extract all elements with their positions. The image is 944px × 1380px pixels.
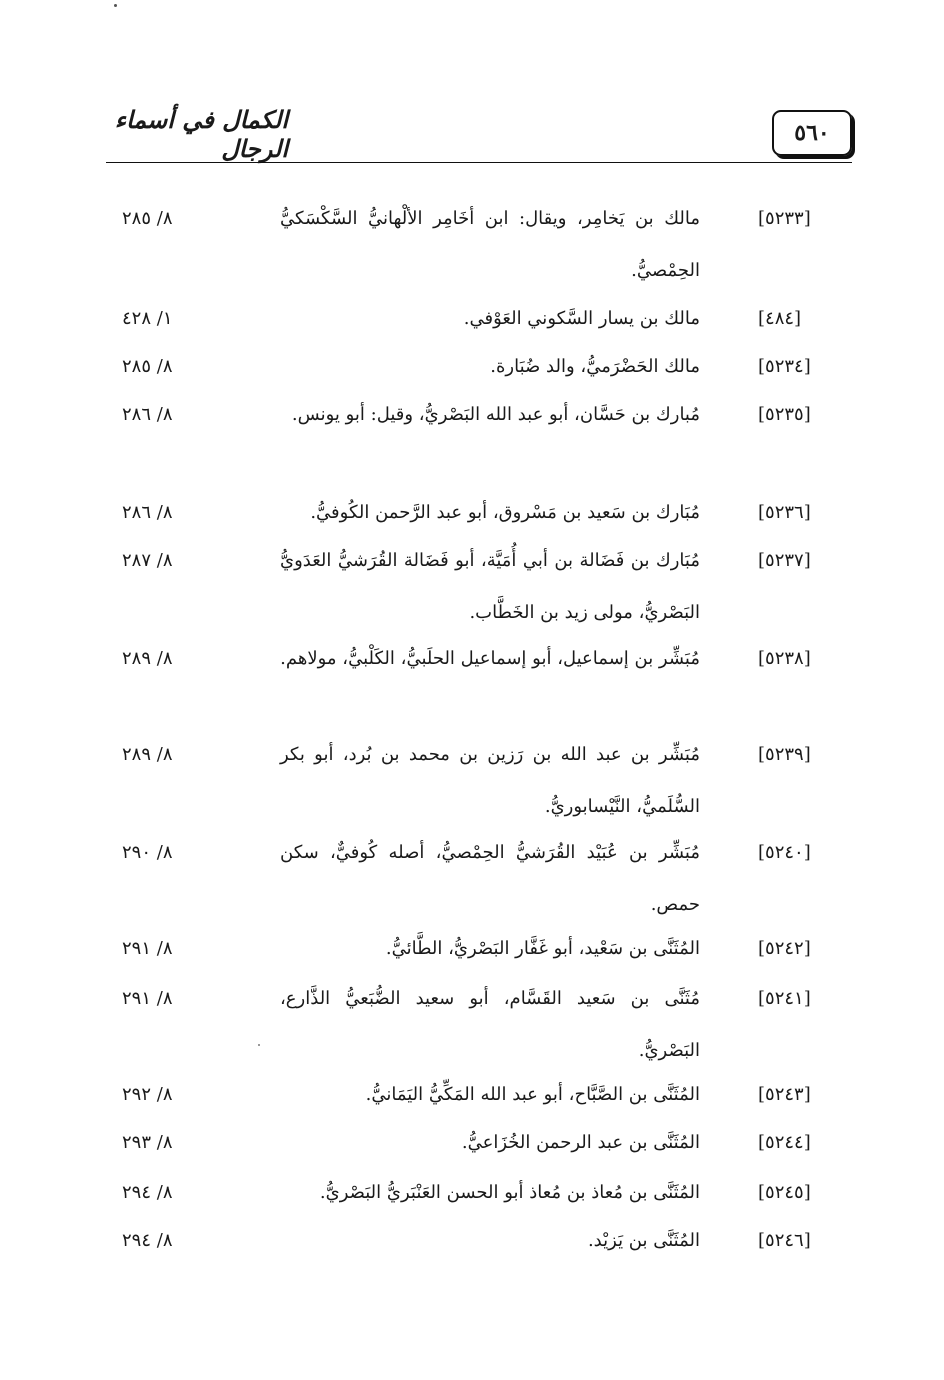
entry-text: مُبَارك بن سَعيد بن مَسْروق، أبو عبد الرَّحمن الكُوفيُّ. — [310, 502, 700, 523]
entry-number: [٥٢٣٧] — [758, 550, 811, 571]
entry-number: [٥٢٣٥] — [758, 404, 811, 425]
entry-text: المُثَنَّى بن عبد الرحمن الخُزَاعيُّ. — [461, 1132, 700, 1153]
entry-reference: ٨/ ٢٨٦ — [122, 502, 173, 523]
book-title-calligraphy: الكمال في أسماء الرجال — [114, 105, 288, 163]
entry-text: مالك بن يسار السَّكوني العَوْفي. — [463, 308, 700, 329]
page-number: ٥٦٠ — [794, 120, 830, 146]
entry-reference: ٨/ ٢٩٣ — [122, 1132, 173, 1153]
entry-text: مُبارك بن حَسَّان، أبو عبد الله البَصْريُّ، وقيل: أبو يونس. — [291, 404, 700, 425]
running-header — [106, 105, 852, 166]
entry-reference: ٨/ ٢٨٥ — [122, 208, 173, 229]
entry-reference: ٨/ ٢٩٤ — [122, 1230, 173, 1251]
entry-text: المُثَنَّى بن الصَّبَّاح، أبو عبد الله المَكِّيُّ اليَمَانيُّ. — [365, 1084, 700, 1105]
entry-reference: ٨/ ٢٨٩ — [122, 648, 173, 669]
entry-reference: ٨/ ٢٩٢ — [122, 1084, 173, 1105]
entry-text: مُبَارك بن فَضَالة بن أبي أُمَيَّة، أبو فَضَالة القُرَشيُّ العَدَويُّ البَصْريُّ، مولى زيد بن الخَطَّاب. — [280, 550, 700, 623]
entry-text: مُبَشِّر بن عُبَيْد القُرَشيُّ الحِمْصيُّ، أصله كُوفيٌّ، سكن حمص. — [280, 842, 700, 915]
entry-text: مُثَنَّى بن سَعيد القَسَّام، أبو سعيد الضُّبَعيُّ الذَّارع، البَصْريُّ. — [280, 988, 700, 1061]
page-number-box — [772, 110, 852, 156]
entry-number: [٥٢٣٤] — [758, 356, 811, 377]
entry-number: [٥٢٣٦] — [758, 502, 811, 523]
entry-number: [٥٢٤٢] — [758, 938, 811, 959]
header-rule — [106, 162, 852, 163]
entry-text: المُثَنَّى بن مُعاذ بن مُعاذ أبو الحسن العَنْبَريُّ البَصْريُّ. — [319, 1182, 700, 1203]
entry-reference: ٨/ ٢٩٤ — [122, 1182, 173, 1203]
entry-text: المُثَنَّى بن سَعْيد، أبو غَفَّار البَصْريُّ، الطَّائيُّ. — [385, 938, 700, 959]
entry-number: [٥٢٤٦] — [758, 1230, 811, 1251]
entry-reference: ٨/ ٢٨٦ — [122, 404, 173, 425]
entry-number: [٥٢٣٨] — [758, 648, 811, 669]
entry-reference: ٨/ ٢٩٠ — [122, 842, 173, 863]
entry-number: [٥٢٤١] — [758, 988, 811, 1009]
entry-number: [٥٢٤٤] — [758, 1132, 811, 1153]
entry-reference: ٨/ ٢٩١ — [122, 938, 173, 959]
entry-text: مُبَشِّر بن عبد الله بن رَزين بن محمد بن بُرد، أبو بكر السُّلَميُّ، النَّيْسابوريُّ. — [280, 744, 700, 817]
entry-text: المُثَنَّى بن يَزيْد. — [587, 1230, 700, 1251]
entry-number: [٥٢٤٣] — [758, 1084, 811, 1105]
scan-speck — [258, 1044, 260, 1046]
entry-reference: ٨/ ٢٨٩ — [122, 744, 173, 765]
entry-text: مُبَشِّر بن إسماعيل، أبو إسماعيل الحلَبيُّ، الكَلْبيُّ، مولاهم. — [280, 648, 700, 669]
entry-number: [٥٢٤٥] — [758, 1182, 811, 1203]
entry-reference: ٨/ ٢٨٥ — [122, 356, 173, 377]
entry-text: مالك بن يَخامِر، ويقال: ابن أخَامِر الألْهانيُّ السَّكْسَكيُّ الحِمْصيُّ. — [280, 208, 700, 281]
entry-number: [٥٢٤٠] — [758, 842, 811, 863]
entry-reference: ٨/ ٢٨٧ — [122, 550, 173, 571]
entry-number: [٥٢٣٩] — [758, 744, 811, 765]
entry-number: [٤٨٤] — [758, 308, 802, 329]
entry-reference: ١/ ٤٢٨ — [122, 308, 173, 329]
entry-number: [٥٢٣٣] — [758, 208, 811, 229]
entry-text: مالك الحَضْرَميُّ، والد ضُبَارة. — [490, 356, 700, 377]
entry-reference: ٨/ ٢٩١ — [122, 988, 173, 1009]
scan-speck — [114, 4, 117, 7]
